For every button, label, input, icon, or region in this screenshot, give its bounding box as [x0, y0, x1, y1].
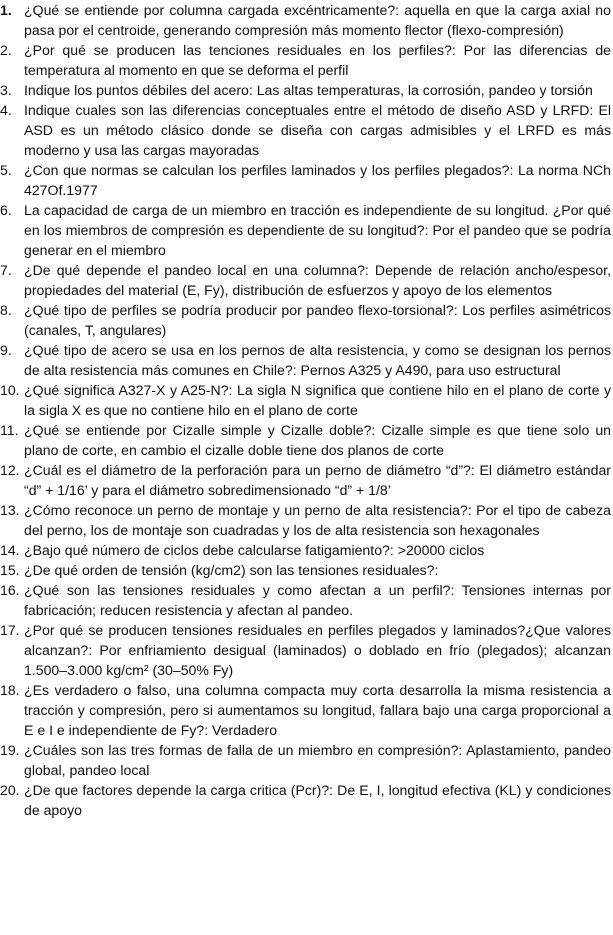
item-text: ¿Por qué se producen las tenciones residuales en los perfiles?: Por las diferencias de temperatura al momento en que se deforma el perfil [24, 42, 611, 78]
item-text: ¿De qué depende el pandeo local en una columna?: Depende de relación ancho/espesor, propiedades del material (E, Fy), distribución de esfuerzos y apoyo de los elementos [24, 262, 611, 298]
item-text: ¿Cuáles son las tres formas de falla de un miembro en compresión?: Aplastamiento, pandeo global, pandeo local [24, 742, 611, 778]
item-text: ¿De qué orden de tensión (kg/cm2) son las tensiones residuales?: [24, 562, 439, 578]
item-number: 17. [0, 622, 20, 638]
item-number: 20. [0, 782, 20, 798]
item-number: 16. [0, 582, 20, 598]
item-text: ¿Qué se entiende por columna cargada excéntricamente?: aquella en que la carga axial no pasa por el centroide, generando compresión más momento flector (flexo-compresión) [24, 2, 611, 38]
item-text: ¿Es verdadero o falso, una columna compacta muy corta desarrolla la misma resistencia a tracción y compresión, pero si aumentamos su longitud, fallara bajo una carga proporcional a E e I e independiente de Fy?: Verdadero [24, 682, 611, 738]
list-item [0, 580, 611, 620]
list-item [0, 540, 611, 560]
list-item [0, 200, 611, 260]
item-number: 3. [0, 82, 12, 98]
item-text: ¿Qué se entiende por Cizalle simple y Cizalle doble?: Cizalle simple es que tiene solo un plano de corte, en cambio el cizalle doble tiene dos planos de corte [24, 422, 611, 458]
item-number: 7. [0, 262, 12, 278]
item-text: Indique los puntos débiles del acero: Las altas temperaturas, la corrosión, pandeo y torsión [24, 82, 593, 98]
item-text: ¿De que factores depende la carga critica (Pcr)?: De E, I, longitud efectiva (KL) y condiciones de apoyo [24, 782, 611, 818]
item-text: Indique cuales son las diferencias conceptuales entre el método de diseño ASD y LRFD: El ASD es un método clásico donde se diseña con cargas admisibles y el LRFD es más moderno y usa las cargas mayoradas [24, 102, 611, 158]
list-item [0, 680, 611, 740]
item-number: 15. [0, 562, 20, 578]
list-item [0, 420, 611, 460]
list-item [0, 380, 611, 420]
item-number: 18. [0, 682, 20, 698]
item-number: 4. [0, 102, 12, 118]
list-item [0, 560, 611, 580]
item-text: ¿Por qué se producen tensiones residuales en perfiles plegados y laminados?¿Que valores alcanzan?: Por enfriamiento desigual (laminados) o doblado en frío (plegados); alcanzan 1.500–3.000 kg/cm² (30–50% Fy) [24, 622, 611, 678]
item-number: 14. [0, 542, 20, 558]
list-item [0, 500, 611, 540]
item-number: 19. [0, 742, 20, 758]
item-text: ¿Qué significa A327-X y A25-N?: La sigla N significa que contiene hilo en el plano de corte y la sigla X es que no contiene hilo en el plano de corte [24, 382, 611, 418]
item-text: ¿Qué son las tensiones residuales y como afectan a un perfil?: Tensiones internas por fabricación; reducen resistencia y afectan al pandeo. [24, 582, 611, 618]
list-item [0, 460, 611, 500]
item-number: 1. [0, 2, 12, 18]
list-item [0, 160, 611, 200]
item-number: 10. [0, 382, 20, 398]
list-item [0, 0, 611, 40]
list-item [0, 300, 611, 340]
item-number: 9. [0, 342, 12, 358]
item-number: 6. [0, 202, 12, 218]
list-item [0, 100, 611, 160]
list-item [0, 780, 611, 820]
item-text: ¿Cuál es el diámetro de la perforación para un perno de diámetro “d”?: El diámetro estándar “d” + 1/16’ y para el diámetro sobredimensionado “d” + 1/8’ [24, 462, 611, 498]
item-text: ¿Qué tipo de perfiles se podría producir por pandeo flexo-torsional?: Los perfiles asimétricos (canales, T, angulares) [24, 302, 611, 338]
list-item [0, 80, 611, 100]
list-item [0, 740, 611, 780]
item-text: ¿Qué tipo de acero se usa en los pernos de alta resistencia, y como se designan los pernos de alta resistencia más comunes en Chile?: Pernos A325 y A490, para uso estructural [24, 342, 611, 378]
item-text: ¿Con que normas se calculan los perfiles laminados y los perfiles plegados?: La norma NCh 427Of.1977 [24, 162, 611, 198]
item-text: ¿Bajo qué número de ciclos debe calcularse fatigamiento?: >20000 ciclos [24, 542, 485, 558]
item-text: ¿Cómo reconoce un perno de montaje y un perno de alta resistencia?: Por el tipo de cabeza del perno, los de montaje son cuadradas y los de alta resistencia son hexagonales [24, 502, 611, 538]
item-number: 13. [0, 502, 20, 518]
item-number: 12. [0, 462, 20, 478]
list-item [0, 40, 611, 80]
list-item [0, 620, 611, 680]
list-item [0, 340, 611, 380]
item-number: 8. [0, 302, 12, 318]
item-number: 2. [0, 42, 12, 58]
item-number: 11. [0, 422, 19, 438]
item-text: La capacidad de carga de un miembro en tracción es independiente de su longitud. ¿Por qué en los miembros de compresión es dependiente de su longitud?: Por el pandeo que se podría generar en el miembro [24, 202, 611, 258]
list-item [0, 260, 611, 300]
item-number: 5. [0, 162, 12, 178]
